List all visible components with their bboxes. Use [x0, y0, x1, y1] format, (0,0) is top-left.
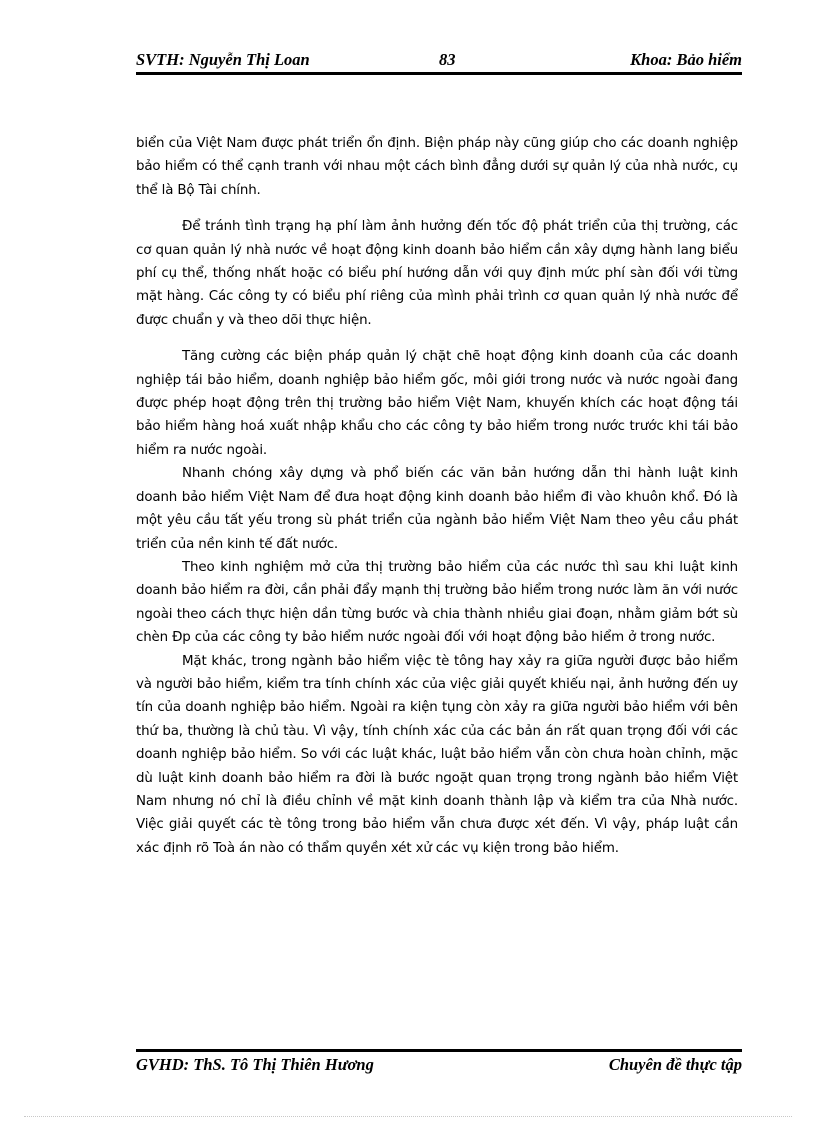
header-page-number: 83 [439, 50, 456, 69]
footer-supervisor: GVHD: ThS. Tô Thị Thiên Hương [136, 1055, 374, 1074]
page-footer [136, 1055, 742, 1079]
paragraph: Nhanh chóng xây dựng và phổ biến các văn bản hướng dẫn thi hành luật kinh doanh bảo hiểm Việt Nam để đưa hoạt động kinh doanh bảo hiểm đi vào khuôn khổ. Đó là một yêu cầu tất yếu trong sù phát triển của ngành bảo hiểm Việt Nam theo yêu cầu phát triển của nền kinh tế đất nước. [136, 466, 738, 552]
header-student-name: SVTH: Nguyễn Thị Loan [136, 50, 310, 69]
page-edge-divider [24, 1116, 792, 1117]
paragraph: Tăng cường các biện pháp quản lý chặt chẽ hoạt động kinh doanh của các doanh nghiệp tái bảo hiểm, doanh nghiệp bảo hiểm gốc, môi giới trong nước và nước ngoài đang được phép hoạt động trên thị trường bảo hiểm Việt Nam, khuyến khích các hoạt động tái bảo hiểm hàng hoá xuất nhập khẩu cho các công ty bảo hiểm trong nước trước khi tái bảo hiểm ra nước ngoài. [136, 349, 738, 458]
footer-rule [136, 1049, 742, 1052]
paragraph: biển của Việt Nam được phát triển ổn định. Biện pháp này cũng giúp cho các doanh nghiệp bảo hiểm có thể cạnh tranh với nhau một cách bình đẳng dưới sự quản lý của nhà nước, cụ thể là Bộ Tài chính. [136, 136, 738, 198]
paragraph: Để tránh tình trạng hạ phí làm ảnh hưởng đến tốc độ phát triển của thị trường, các cơ quan quản lý nhà nước về hoạt động kinh doanh bảo hiểm cần xây dựng hành lang biểu phí cụ thể, thống nhất hoặc có biểu phí hướng dẫn với quy định mức phí sàn đối với từng mặt hàng. Các công ty có biểu phí riêng của mình phải trình cơ quan quản lý nhà nước để được chuẩn y và theo dõi thực hiện. [136, 219, 738, 328]
paragraph: Theo kinh nghiệm mở cửa thị trường bảo hiểm của các nước thì sau khi luật kinh doanh bảo hiểm ra đời, cần phải đẩy mạnh thị trường bảo hiểm trong nước làm ăn với nước ngoài theo cách thực hiện dần từng bước và chia thành nhiều giai đoạn, nhằm giảm bớt sù chèn Đp của các công ty bảo hiểm nước ngoài đối với hoạt động bảo hiểm ở trong nước. [136, 559, 738, 646]
header-faculty: Khoa: Bảo hiểm [630, 50, 742, 69]
footer-document-type: Chuyên đề thực tập [608, 1055, 742, 1074]
header-rule [136, 72, 742, 75]
paragraph: Mặt khác, trong ngành bảo hiểm việc tè tông hay xảy ra giữa người được bảo hiểm và người bảo hiểm, kiểm tra tính chính xác của việc giải quyết khiếu nại, ảnh hưởng đến uy tín của doanh nghiệp bảo hiểm. Ngoài ra kiện tụng còn xảy ra giữa người bảo hiểm với bên thứ ba, thường là chủ tàu. Vì vậy, tính chính xác của các bản án rất quan trọng đối với các doanh nghiệp bảo hiểm. So với các luật khác, luật bảo hiểm vẫn còn chưa hoàn chỉnh, mặc dù luật kinh doanh bảo hiểm ra đời là bước ngoặt quan trọng trong ngành bảo hiểm Việt Nam nhưng nó chỉ là điều chỉnh về mặt kinh doanh thành lập và kiểm tra của Nhà nước. Việc giải quyết các tè tông trong bảo hiểm vẫn chưa được xét đến. Vì vậy, pháp luật cần xác định rõ Toà án nào có thẩm quyền xét xử các vụ kiện trong bảo hiểm. [136, 653, 738, 856]
body-text [136, 132, 738, 860]
page-header [136, 50, 742, 74]
